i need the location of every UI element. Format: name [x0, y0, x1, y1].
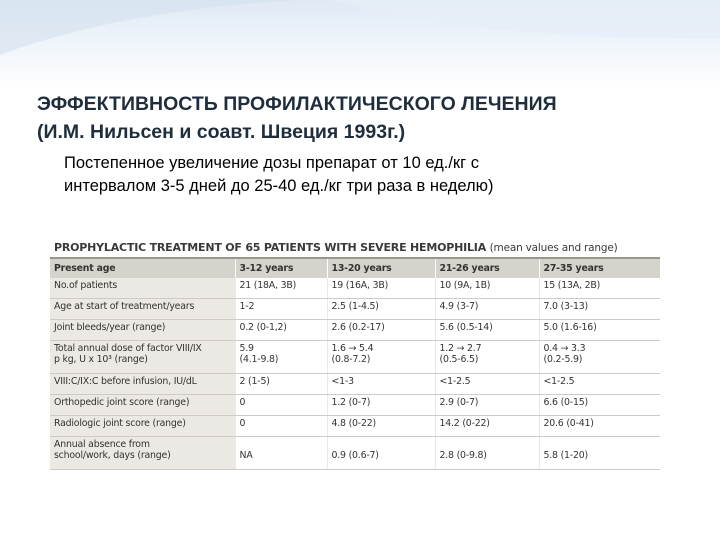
- table-cell: [235, 341, 327, 374]
- table-row: [50, 374, 660, 395]
- table-cell: 1-2: [235, 299, 327, 320]
- row-label-line: p kg, U x 10³ (range): [54, 354, 148, 365]
- table-cell: [327, 341, 435, 374]
- header-age-13-20: 13-20 years: [327, 258, 435, 278]
- table-cell: 2.5 (1-4.5): [327, 299, 435, 320]
- table-cell: [435, 341, 539, 374]
- cell-line: 0.4 → 3.3: [543, 343, 586, 354]
- header-age-27-35: 27-35 years: [539, 258, 660, 278]
- table-cell: 1.2 (0-7): [327, 395, 435, 416]
- table-cell: 2.6 (0.2-17): [327, 320, 435, 341]
- slide-subtitle: [64, 152, 664, 198]
- table-cell: 15 (13A, 2B): [539, 278, 660, 299]
- table-cell: 0: [235, 416, 327, 437]
- table-title-text: PROPHYLACTIC TREATMENT OF 65 PATIENTS WITH SEVERE HEMOPHILIA: [54, 241, 487, 254]
- row-label: Orthopedic joint score (range): [50, 395, 235, 416]
- table-cell: 4.8 (0-22): [327, 416, 435, 437]
- table-cell: <1-2.5: [539, 374, 660, 395]
- table-cell: [539, 341, 660, 374]
- cell-line: (0.5-6.5): [439, 354, 479, 365]
- slide-title: [37, 90, 707, 146]
- table-cell: 10 (9A, 1B): [435, 278, 539, 299]
- table-row: [50, 416, 660, 437]
- table-title-note: (mean values and range): [489, 242, 618, 254]
- cell-line: (0.8-7.2): [331, 354, 371, 365]
- cell-line: 5.8 (1-20): [543, 450, 588, 461]
- table-cell: [327, 437, 435, 470]
- cell-line: (4.1-9.8): [239, 354, 279, 365]
- cell-line: 2.8 (0-9.8): [439, 450, 487, 461]
- cell-line: 1.2 → 2.7: [439, 343, 482, 354]
- header-present-age: Present age: [50, 258, 235, 278]
- row-label-line: Total annual dose of factor VIII/IX: [54, 343, 202, 354]
- table-cell: 21 (18A, 3B): [235, 278, 327, 299]
- slide-subtitle-line-2: интервалом 3-5 дней до 25-40 ед./кг три раза в неделю): [64, 177, 494, 195]
- table-row: [50, 395, 660, 416]
- row-label: Joint bleeds/year (range): [50, 320, 235, 341]
- table-cell: 20.6 (0-41): [539, 416, 660, 437]
- table-cell: 5.6 (0.5-14): [435, 320, 539, 341]
- table-row: [50, 437, 660, 470]
- cell-line: 0.9 (0.6-7): [331, 450, 379, 461]
- table-cell: [435, 437, 539, 470]
- cell-line: 1.6 → 5.4: [331, 343, 374, 354]
- table-cell: 7.0 (3-13): [539, 299, 660, 320]
- table-row: [50, 278, 660, 299]
- table-cell: 19 (16A, 3B): [327, 278, 435, 299]
- row-label-line: school/work, days (range): [54, 450, 171, 461]
- prophylaxis-table: [50, 257, 660, 470]
- slide-subtitle-line-1: Постепенное увеличение дозы препарат от 10 ед./кг с: [64, 154, 480, 172]
- cell-line: NA: [239, 450, 253, 461]
- header-age-3-12: 3-12 years: [235, 258, 327, 278]
- table-cell: 6.6 (0-15): [539, 395, 660, 416]
- table-cell: 14.2 (0-22): [435, 416, 539, 437]
- table-cell: [235, 437, 327, 470]
- table-header-row: [50, 258, 660, 278]
- table-row: [50, 341, 660, 374]
- table-cell: [539, 437, 660, 470]
- table-cell: 2.9 (0-7): [435, 395, 539, 416]
- decorative-swoosh: [0, 0, 720, 90]
- table-cell: 5.0 (1.6-16): [539, 320, 660, 341]
- table-cell: 4.9 (3-7): [435, 299, 539, 320]
- row-label: No.of patients: [50, 278, 235, 299]
- table-cell: 0: [235, 395, 327, 416]
- row-label: VIII:C/IX:C before infusion, IU/dL: [50, 374, 235, 395]
- header-age-21-26: 21-26 years: [435, 258, 539, 278]
- row-label-line: Annual absence from: [54, 439, 150, 450]
- table-row: [50, 320, 660, 341]
- row-label: Radiologic joint score (range): [50, 416, 235, 437]
- table-cell: <1-3: [327, 374, 435, 395]
- cell-line: 5.9: [239, 343, 254, 354]
- table-cell: <1-2.5: [435, 374, 539, 395]
- table-cell: 0.2 (0-1,2): [235, 320, 327, 341]
- table-title: [50, 238, 660, 257]
- row-label: Age at start of treatment/years: [50, 299, 235, 320]
- table-cell: 2 (1-5): [235, 374, 327, 395]
- slide-title-line-2: (И.М. Нильсен и соавт. Швеция 1993г.): [37, 121, 406, 143]
- table-row: [50, 299, 660, 320]
- prophylaxis-table-figure: [50, 238, 660, 470]
- row-label: [50, 437, 235, 470]
- slide-title-line-1: ЭФФЕКТИВНОСТЬ ПРОФИЛАКТИЧЕСКОГО ЛЕЧЕНИЯ: [37, 93, 557, 115]
- cell-line: (0.2-5.9): [543, 354, 583, 365]
- row-label: [50, 341, 235, 374]
